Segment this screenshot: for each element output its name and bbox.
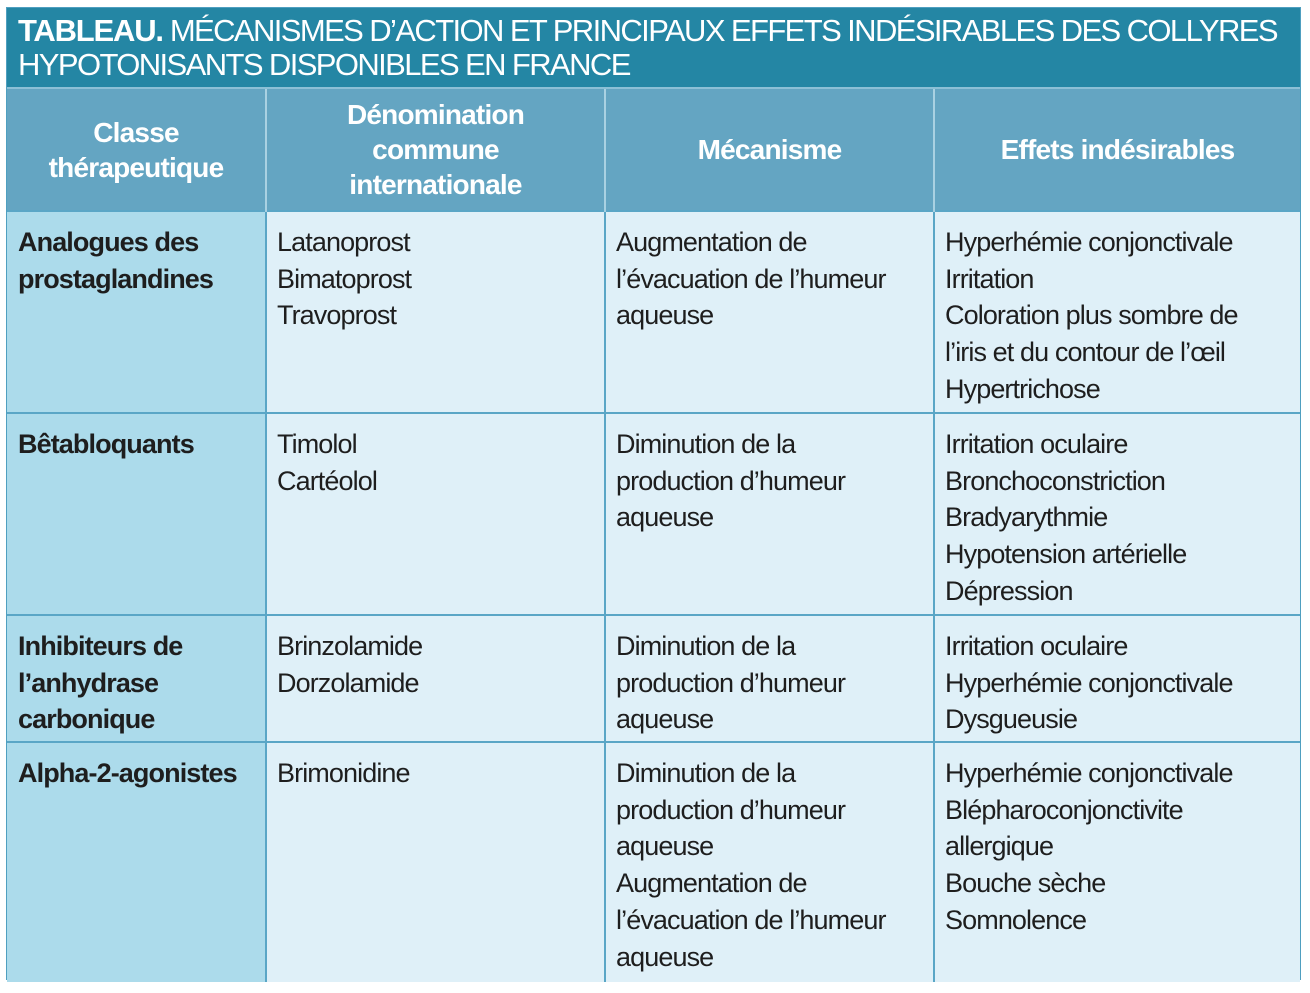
cell-line: Dépression bbox=[945, 575, 1073, 606]
cell-line: Diminution de la bbox=[616, 758, 796, 788]
cell-line: Bouche sèche bbox=[945, 868, 1106, 899]
cell-line: Mécanisme bbox=[697, 134, 842, 165]
cell-line: Somnolence bbox=[945, 904, 1087, 935]
cell-line: thérapeutique bbox=[48, 151, 224, 183]
cell-dci bbox=[266, 211, 605, 413]
cell-mecanisme bbox=[605, 742, 934, 982]
cell-line: Blépharoconjonctivite bbox=[945, 794, 1183, 825]
cell-line: Augmentation de bbox=[616, 868, 807, 899]
table-row bbox=[7, 742, 1300, 982]
cell-line: l’évacuation de l’humeur bbox=[616, 263, 886, 294]
cell-line: Bêtabloquants bbox=[18, 429, 194, 459]
cell-line: l’anhydrase bbox=[18, 667, 159, 698]
cell-line: aqueuse bbox=[616, 300, 714, 331]
cell-line: carbonique bbox=[18, 704, 155, 735]
cell-dci bbox=[266, 413, 605, 615]
cell-line: Hyperhémie conjonctivale bbox=[945, 758, 1233, 788]
header-classe bbox=[7, 88, 266, 211]
header-mecanisme bbox=[605, 88, 934, 211]
cell-line: Dénomination bbox=[346, 99, 525, 130]
cell-classe bbox=[7, 413, 266, 615]
cell-line: Inhibiteurs de bbox=[18, 631, 183, 661]
title-text-line1: MÉCANISMES D’ACTION ET PRINCIPAUX EFFETS INDÉSIRABLES DES COLLYRES bbox=[169, 13, 1277, 48]
cell-mecanisme bbox=[605, 413, 934, 615]
cell-line: internationale bbox=[349, 169, 522, 200]
cell-line: Dysgueusie bbox=[945, 704, 1078, 735]
header-dci bbox=[266, 88, 605, 211]
cell-line: Diminution de la bbox=[616, 429, 796, 459]
cell-line: Hypotension artérielle bbox=[945, 539, 1187, 570]
cell-line: Cartéolol bbox=[277, 465, 377, 496]
cell-classe bbox=[7, 615, 266, 742]
cell-line: Diminution de la bbox=[616, 631, 796, 661]
cell-line: Latanoprost bbox=[277, 227, 410, 257]
title-text-line2: HYPOTONISANTS DISPONIBLES EN FRANCE bbox=[18, 47, 630, 82]
cell-line: Hyperhémie conjonctivale bbox=[945, 227, 1233, 257]
table-title bbox=[7, 8, 1300, 87]
cell-line: Bronchoconstriction bbox=[945, 465, 1166, 496]
cell-effets bbox=[934, 742, 1300, 982]
cell-line: Alpha-2-agonistes bbox=[18, 758, 237, 788]
cell-effets bbox=[934, 211, 1300, 413]
cell-classe bbox=[7, 742, 266, 982]
cell-line: Classe bbox=[93, 116, 179, 148]
table-grid bbox=[7, 87, 1300, 982]
cell-line: allergique bbox=[945, 831, 1054, 862]
cell-classe bbox=[7, 211, 266, 413]
cell-line: Coloration plus sombre de bbox=[945, 300, 1238, 331]
cell-line: aqueuse bbox=[616, 941, 714, 972]
cell-line: l’iris et du contour de l’œil bbox=[945, 337, 1226, 368]
cell-line: Dorzolamide bbox=[277, 667, 419, 698]
cell-line: Bradyarythmie bbox=[945, 502, 1108, 533]
cell-line: Irritation oculaire bbox=[945, 631, 1128, 661]
cell-line: aqueuse bbox=[616, 502, 714, 533]
cell-line: Brimonidine bbox=[277, 758, 410, 788]
table-container bbox=[6, 7, 1301, 980]
cell-line: Irritation oculaire bbox=[945, 429, 1128, 459]
cell-line: Timolol bbox=[277, 429, 357, 459]
cell-line: aqueuse bbox=[616, 831, 714, 862]
cell-line: Travoprost bbox=[277, 300, 397, 331]
data-table bbox=[7, 87, 1300, 982]
cell-dci bbox=[266, 615, 605, 742]
table-row bbox=[7, 615, 1300, 742]
cell-line: production d’humeur bbox=[616, 794, 846, 825]
cell-line: Bimatoprost bbox=[277, 263, 412, 294]
cell-effets bbox=[934, 413, 1300, 615]
cell-line: production d’humeur bbox=[616, 667, 846, 698]
table-row bbox=[7, 413, 1300, 615]
cell-line: production d’humeur bbox=[616, 465, 846, 496]
cell-line: Irritation bbox=[945, 263, 1034, 294]
cell-mecanisme bbox=[605, 211, 934, 413]
header-row bbox=[7, 88, 1300, 211]
cell-line: commune bbox=[372, 134, 499, 165]
table-row bbox=[7, 211, 1300, 413]
cell-line: Effets indésirables bbox=[1000, 134, 1235, 165]
cell-line: Analogues des bbox=[18, 227, 199, 257]
table-label: TABLEAU. bbox=[18, 13, 163, 48]
cell-mecanisme bbox=[605, 615, 934, 742]
cell-dci bbox=[266, 742, 605, 982]
cell-effets bbox=[934, 615, 1300, 742]
cell-line: l’évacuation de l’humeur bbox=[616, 904, 886, 935]
header-effets bbox=[934, 88, 1300, 211]
cell-line: Hyperhémie conjonctivale bbox=[945, 667, 1233, 698]
cell-line: prostaglandines bbox=[18, 263, 214, 294]
cell-line: aqueuse bbox=[616, 704, 714, 735]
cell-line: Brinzolamide bbox=[277, 631, 423, 661]
cell-line: Augmentation de bbox=[616, 227, 807, 257]
cell-line: Hypertrichose bbox=[945, 373, 1100, 404]
